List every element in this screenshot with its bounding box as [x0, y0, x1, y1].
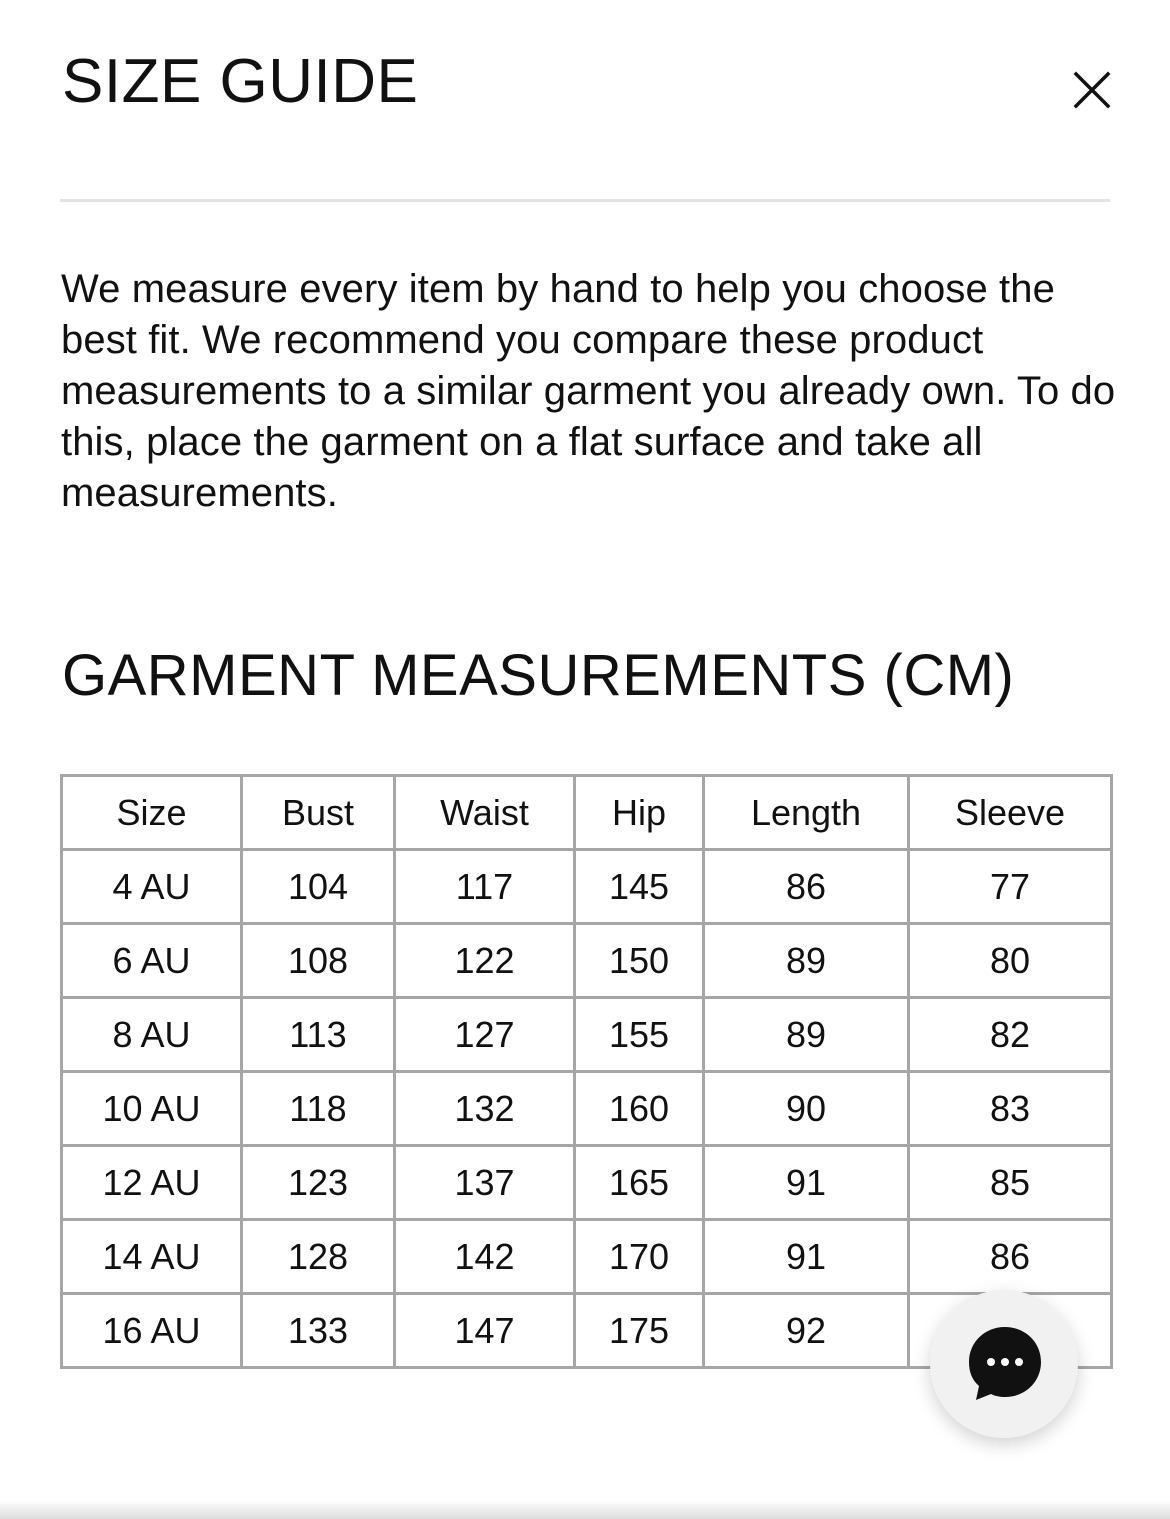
table-cell: 89 — [704, 924, 909, 998]
chat-button[interactable] — [930, 1290, 1078, 1438]
header-divider — [60, 199, 1110, 202]
column-header-hip: Hip — [575, 776, 704, 850]
table-cell: 4 AU — [62, 850, 242, 924]
table-row — [62, 1072, 1112, 1146]
size-table — [60, 774, 1113, 1369]
table-cell: 118 — [242, 1072, 395, 1146]
column-header-sleeve: Sleeve — [909, 776, 1112, 850]
table-cell: 145 — [575, 850, 704, 924]
close-icon — [1066, 64, 1118, 116]
modal-title: SIZE GUIDE — [62, 47, 419, 116]
column-header-length: Length — [704, 776, 909, 850]
column-header-waist: Waist — [395, 776, 575, 850]
table-cell: 170 — [575, 1220, 704, 1294]
table-cell: 89 — [704, 998, 909, 1072]
table-cell: 91 — [704, 1146, 909, 1220]
table-cell: 91 — [704, 1220, 909, 1294]
table-cell: 160 — [575, 1072, 704, 1146]
table-row — [62, 998, 1112, 1072]
table-cell: 8 AU — [62, 998, 242, 1072]
table-cell: 14 AU — [62, 1220, 242, 1294]
table-cell: 165 — [575, 1146, 704, 1220]
table-cell: 86 — [704, 850, 909, 924]
table-cell: 128 — [242, 1220, 395, 1294]
table-header-row — [62, 776, 1112, 850]
table-cell: 175 — [575, 1294, 704, 1368]
table-cell: 92 — [704, 1294, 909, 1368]
table-cell: 83 — [909, 1072, 1112, 1146]
chat-bubble-icon — [968, 1326, 1042, 1402]
table-cell: 155 — [575, 998, 704, 1072]
bottom-shadow — [0, 1500, 1170, 1519]
table-cell: 142 — [395, 1220, 575, 1294]
table-cell: 127 — [395, 998, 575, 1072]
table-cell: 133 — [242, 1294, 395, 1368]
column-header-bust: Bust — [242, 776, 395, 850]
table-row — [62, 1220, 1112, 1294]
table-cell: 77 — [909, 850, 1112, 924]
intro-text: We measure every item by hand to help you choose the best fit. We recommend you compare these product measurements to a similar garment you already own. To do this, place the garment on a flat surface and take all measurements. — [61, 267, 1116, 515]
table-cell: 123 — [242, 1146, 395, 1220]
table-cell: 108 — [242, 924, 395, 998]
table-row — [62, 1146, 1112, 1220]
table-row — [62, 850, 1112, 924]
table-cell: 122 — [395, 924, 575, 998]
table-cell: 10 AU — [62, 1072, 242, 1146]
table-cell: 113 — [242, 998, 395, 1072]
table-cell: 82 — [909, 998, 1112, 1072]
table-cell: 12 AU — [62, 1146, 242, 1220]
table-cell: 137 — [395, 1146, 575, 1220]
table-cell: 80 — [909, 924, 1112, 998]
table-cell: 132 — [395, 1072, 575, 1146]
table-cell: 90 — [704, 1072, 909, 1146]
table-cell: 104 — [242, 850, 395, 924]
table-cell: 86 — [909, 1220, 1112, 1294]
table-cell: 147 — [395, 1294, 575, 1368]
table-cell: 6 AU — [62, 924, 242, 998]
table-cell: 117 — [395, 850, 575, 924]
table-cell: 150 — [575, 924, 704, 998]
column-header-size: Size — [62, 776, 242, 850]
table-cell: 85 — [909, 1146, 1112, 1220]
table-row — [62, 924, 1112, 998]
close-button[interactable] — [1066, 64, 1118, 116]
measurements-title: GARMENT MEASUREMENTS (CM) — [62, 643, 1015, 708]
table-cell: 16 AU — [62, 1294, 242, 1368]
